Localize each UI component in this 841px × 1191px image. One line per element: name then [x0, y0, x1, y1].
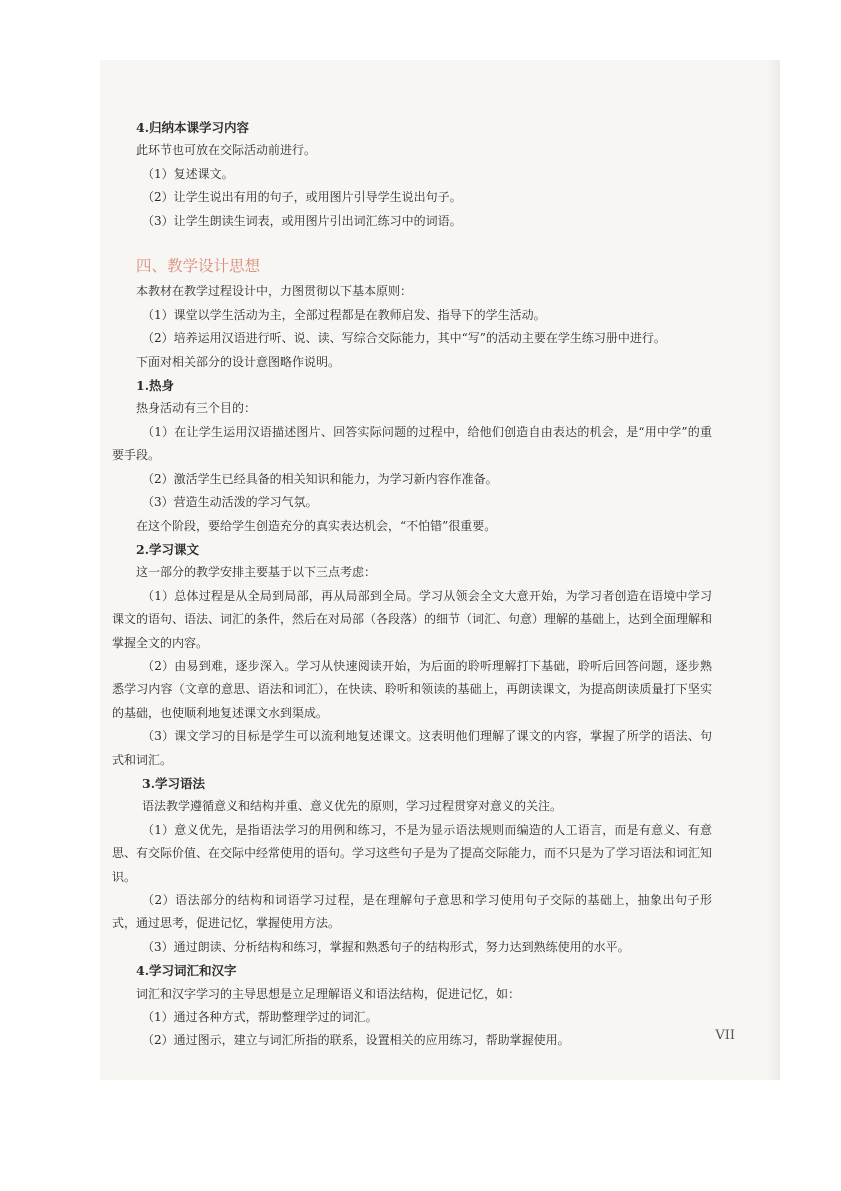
- page-shadow: [766, 60, 780, 1080]
- vocab-item-2: （2）通过图示，建立与词汇所指的联系，设置相关的应用练习，帮助掌握使用。: [142, 1033, 570, 1048]
- main-section-title: 四、教学设计思想: [136, 257, 261, 276]
- vocab-item-1: （1）通过各种方式，帮助整理学过的词汇。: [142, 1010, 378, 1025]
- principle-1: （1）课堂以学生活动为主，全部过程都是在教师启发、指导下的学生活动。: [142, 307, 546, 322]
- text-study-intro: 这一部分的教学安排主要基于以下三点考虑：: [136, 565, 377, 580]
- vocab-heading: 4.学习词汇和汉字: [136, 963, 237, 979]
- warmup-item-2: （2）激活学生已经具备的相关知识和能力，为学习新内容作准备。: [142, 471, 498, 486]
- grammar-item-3: （3）通过朗读、分析结构和练习，掌握和熟悉句子的结构形式，努力达到熟练使用的水平。: [142, 939, 630, 954]
- principles-note: 下面对相关部分的设计意图略作说明。: [136, 354, 341, 369]
- section4-item-1: （1）复述课文。: [142, 166, 234, 181]
- warmup-intro: 热身活动有三个目的：: [136, 401, 257, 416]
- text-study-item-1: （1）总体过程是从全局到局部，再从局部到全局。学习从领会全文大意开始，为学习者创造在语境中学习课文的语句、语法、词汇的条件，然后在对局部（各段落）的细节（词汇、句意）理解的基础上，达到全面理解和掌握全文的内容。: [112, 588, 713, 650]
- text-study-item-3: （3）课文学习的目标是学生可以流利地复述课文。这表明他们理解了课文的内容，掌握了所学的语法、句式和词汇。: [112, 729, 712, 767]
- grammar-heading: 3.学习语法: [142, 775, 206, 791]
- warmup-item-3: （3）营造生动活泼的学习气氛。: [142, 495, 318, 510]
- section4-heading: 4.归纳本课学习内容: [136, 120, 250, 135]
- grammar-item-1: （1）意义优先，是指语法学习的用例和练习，不是为显示语法规则而编造的人工语言，而是有意义、有意思、有交际价值、在交际中经常使用的语句。学习这些句子是为了提高交际能力，而不只是为了学习语法和词汇知识。: [112, 822, 713, 884]
- vocab-intro: 词汇和汉字学习的主导思想是立足理解语义和语法结构，促进记忆，如：: [136, 986, 521, 1001]
- warmup-heading: 1.热身: [136, 378, 175, 394]
- warmup-note: 在这个阶段，要给学生创造充分的真实表达机会，“不怕错”很重要。: [136, 518, 497, 533]
- page-body: [112, 116, 712, 1053]
- section4-intro: 此环节也可放在交际活动前进行。: [136, 143, 317, 158]
- principle-2: （2）培养运用汉语进行听、说、读、写综合交际能力，其中“写”的活动主要在学生练习册中进行。: [142, 331, 666, 346]
- grammar-item-2: （2）语法部分的结构和词语学习过程，是在理解句子意思和学习使用句子交际的基础上，抽象出句子形式，通过思考，促进记忆，掌握使用方法。: [112, 893, 712, 931]
- warmup-item-1: （1）在让学生运用汉语描述图片、回答实际问题的过程中，给他们创造自由表达的机会，是“用中学”的重要手段。: [112, 424, 712, 463]
- section4-item-2: （2）让学生说出有用的句子，或用图片引导学生说出句子。: [142, 190, 462, 205]
- text-study-heading: 2.学习课文: [136, 541, 200, 557]
- page-number: VII: [715, 1028, 735, 1043]
- main-intro: 本教材在教学过程设计中，力图贯彻以下基本原则：: [136, 284, 413, 299]
- section4-item-3: （3）让学生朗读生词表，或用图片引出词汇练习中的词语。: [142, 213, 462, 228]
- grammar-intro: 语法教学遵循意义和结构并重、意义优先的原则，学习过程贯穿对意义的关注。: [142, 799, 563, 814]
- text-study-item-2: （2）由易到难，逐步深入。学习从快速阅读开始，为后面的聆听理解打下基础，聆听后回答问题，逐步熟悉学习内容（文章的意思、语法和词汇），在快读、聆听和领读的基础上，再朗读课文，为提高朗读质量打下坚实的基础，也使顺利地复述课文水到渠成。: [112, 658, 712, 720]
